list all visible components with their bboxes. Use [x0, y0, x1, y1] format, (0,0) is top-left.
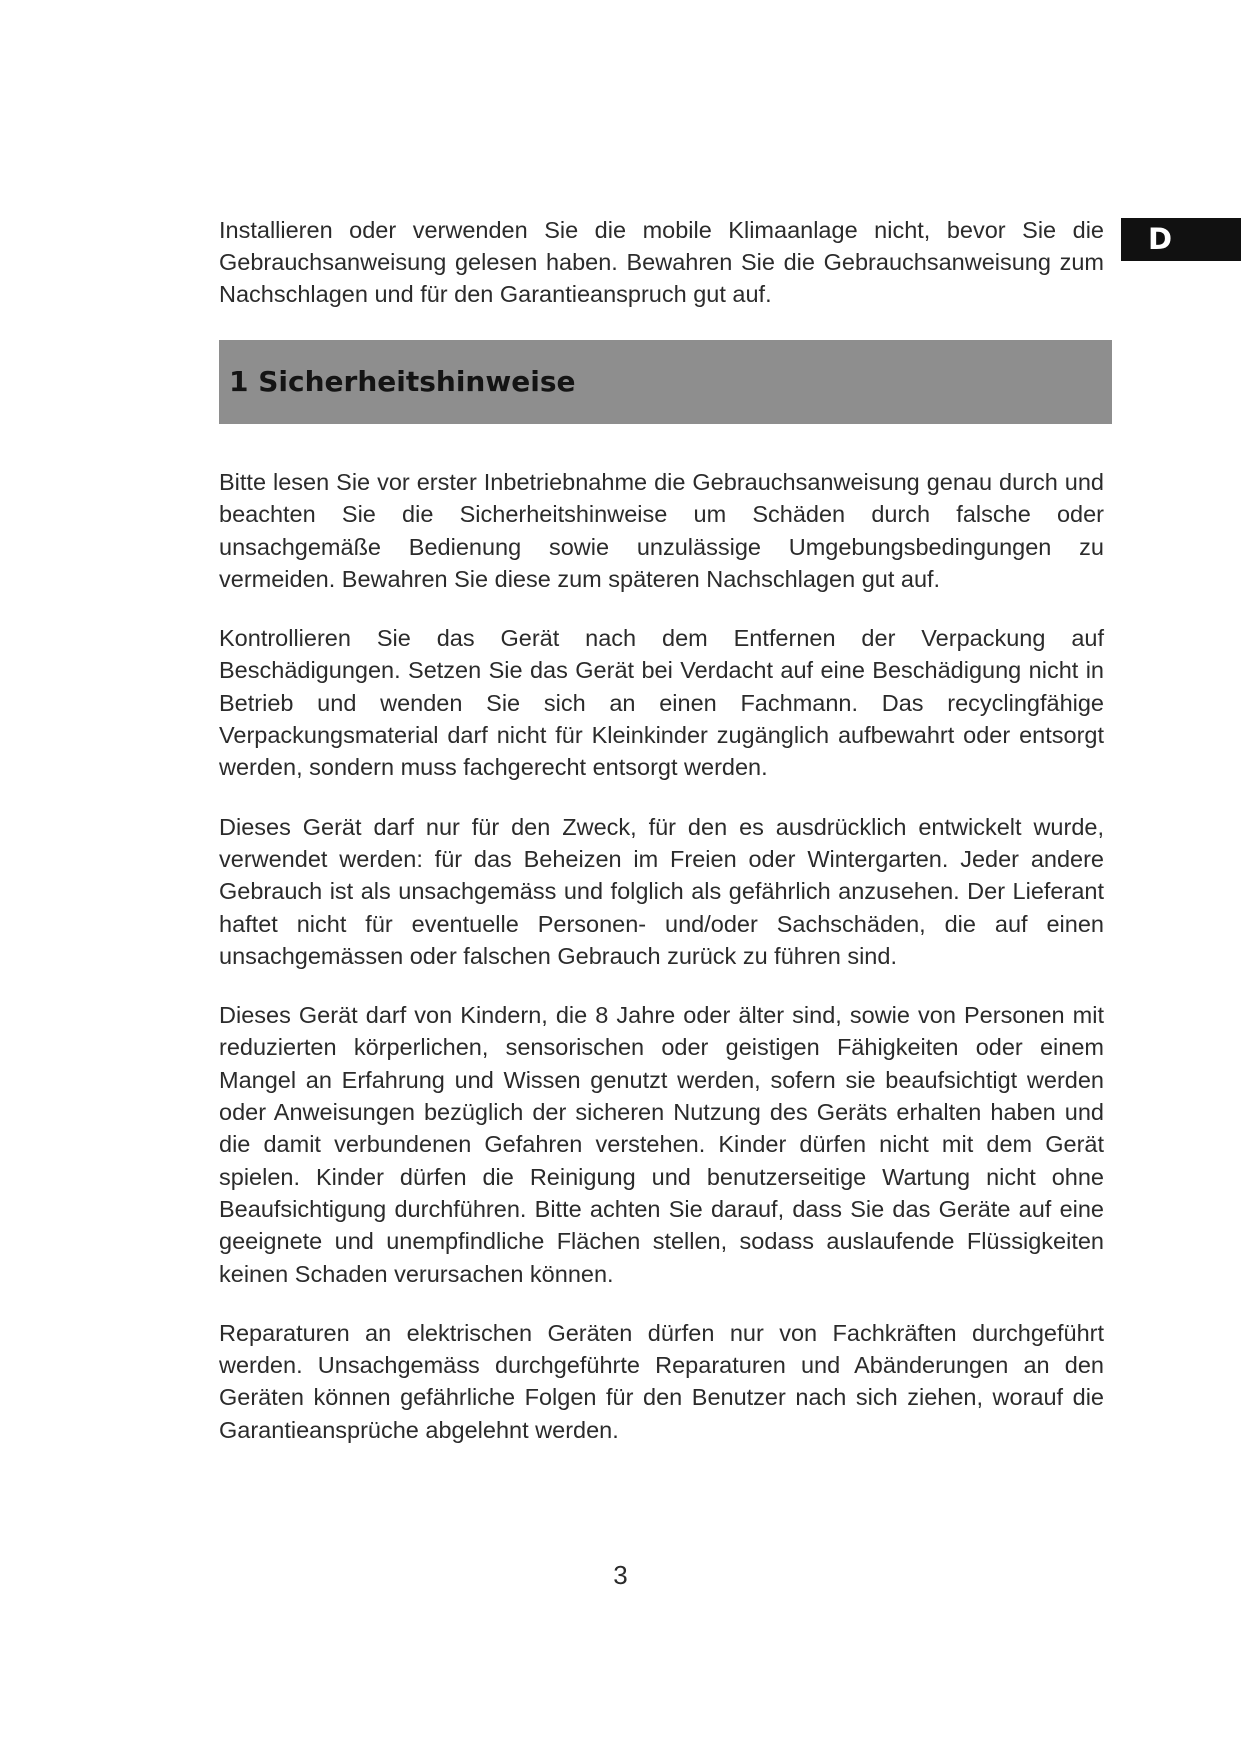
- page-number: 3: [613, 1560, 628, 1590]
- paragraph-damage-check: Kontrollieren Sie das Gerät nach dem Entfernen der Verpackung auf Beschädigungen. Setzen Sie das Gerät bei Verdacht auf eine Beschädigung nicht in Betrieb und wenden Sie sich an einen Fachmann. Das recyclingfähige Verpackungsmaterial darf nicht für Kleinkinder zugänglich aufbewahrt oder entsorgt werden, sondern muss fachgerecht entsorgt werden.: [219, 625, 1104, 781]
- language-tab: D: [1121, 218, 1241, 261]
- section-header: [219, 340, 1112, 424]
- safety-instructions-body: [219, 466, 1104, 1473]
- paragraph-reading-instructions: Bitte lesen Sie vor erster Inbetriebnahme die Gebrauchsanweisung genau durch und beachten Sie die Sicherheitshinweise um Schäden durch falsche oder unsachgemäße Bedienung sowie unzulässige Umgebungsbedingungen zu vermeiden. Bewahren Sie diese zum späteren Nachschlagen gut auf.: [219, 469, 1104, 592]
- intro-paragraph: Installieren oder verwenden Sie die mobile Klimaanlage nicht, bevor Sie die Gebrauchsanweisung gelesen haben. Bewahren Sie die Gebrauchsanweisung zum Nachschlagen und für den Garantieanspruch gut auf.: [219, 217, 1104, 307]
- paragraph-repairs: Reparaturen an elektrischen Geräten dürfen nur von Fachkräften durchgeführt werden. Unsachgemäss durchgeführte Reparaturen und Abänderungen an den Geräten können gefährliche Folgen für den Benutzer nach sich ziehen, worauf die Garantieansprüche abgelehnt werden.: [219, 1319, 1104, 1443]
- paragraph-intended-use: Dieses Gerät darf nur für den Zweck, für den es ausdrücklich entwickelt wurde, verwendet werden: für das Beheizen im Freien oder Wintergarten. Jeder andere Gebrauch ist als unsachgemäss und folglich als gefährlich anzusehen. Der Lieferant haftet nicht für eventuelle Personen- und/oder Sachschäden, die auf einen unsachgemässen oder falschen Gebrauch zurück zu führen sind.: [219, 813, 1104, 969]
- paragraph-children-usage: Dieses Gerät darf von Kindern, die 8 Jahre oder älter sind, sowie von Personen mit reduzierten körperlichen, sensorischen oder geistigen Fähigkeiten oder einem Mangel an Erfahrung und Wissen genutzt werden, sofern sie beaufsichtigt werden oder Anweisungen bezüglich der sicheren Nutzung des Geräts erhalten haben und die damit verbundenen Gefahren verstehen. Kinder dürfen nicht mit dem Gerät spielen. Kinder dürfen die Reinigung und benutzerseitige Wartung nicht ohne Beaufsichtigung durchführen. Bitte achten Sie darauf, dass Sie das Geräte auf eine geeignete und unempfindliche Flächen stellen, sodass auslaufende Flüssigkeiten keinen Schaden verursachen können.: [219, 1002, 1104, 1287]
- section-title: 1 Sicherheitshinweise: [229, 365, 576, 398]
